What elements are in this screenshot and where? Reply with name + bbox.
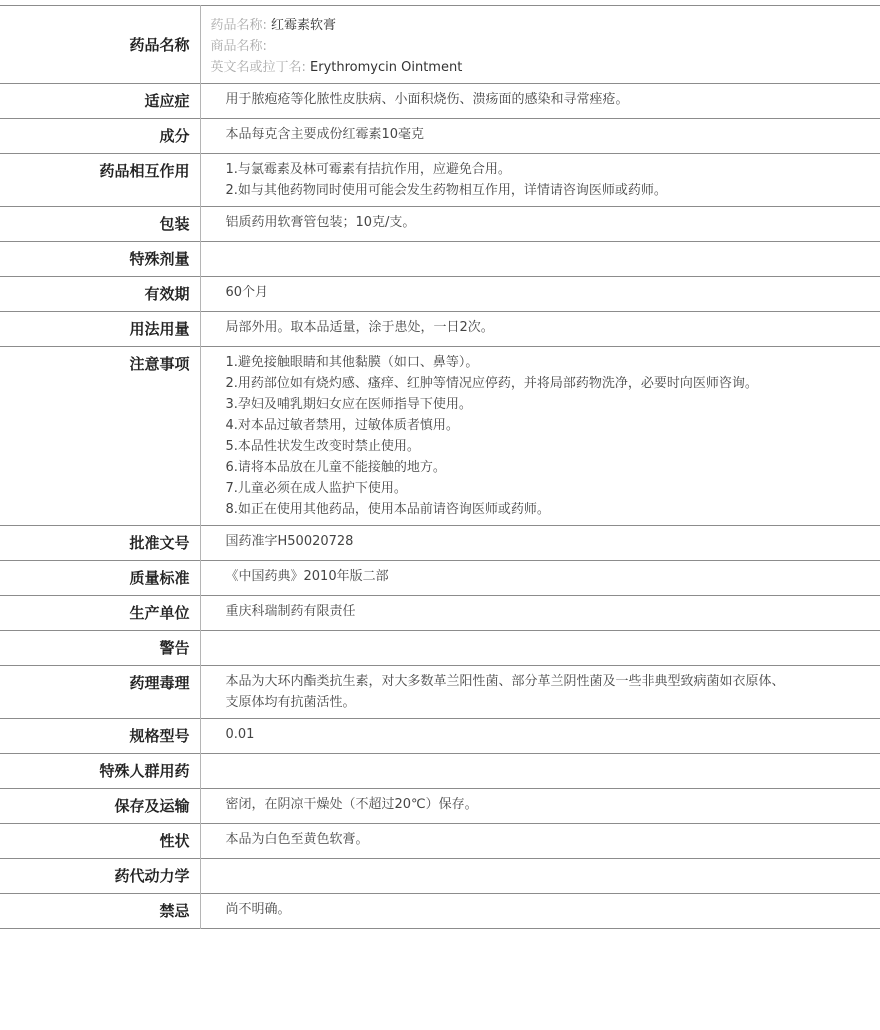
row-value	[200, 154, 880, 207]
table-row	[0, 754, 880, 789]
row-value	[200, 561, 880, 596]
value-line: 重庆科瑞制药有限责任	[225, 604, 356, 619]
value-line: 铝质药用软膏管包装；10克/支。	[225, 215, 416, 230]
row-value	[200, 207, 880, 242]
row-value	[200, 242, 880, 277]
table-row	[0, 631, 880, 666]
english-name-value: Erythromycin Ointment	[310, 60, 463, 75]
row-value	[200, 84, 880, 119]
value-line: 本品为白色至黄色软膏。	[225, 832, 369, 847]
row-label: 性状	[0, 824, 200, 859]
value-line: 2.如与其他药物同时使用可能会发生药物相互作用，详情请咨询医师或药师。	[225, 183, 667, 198]
value-line: 局部外用。取本品适量，涂于患处，一日2次。	[225, 320, 494, 335]
value-line: 60个月	[225, 285, 269, 300]
drug-name-key: 药品名称:	[210, 18, 267, 33]
row-label: 包装	[0, 207, 200, 242]
table-row	[0, 894, 880, 929]
table-row	[0, 526, 880, 561]
table-row	[0, 596, 880, 631]
row-label: 警告	[0, 631, 200, 666]
value-line: 3.孕妇及哺乳期妇女应在医师指导下使用。	[225, 397, 472, 412]
value-line: 4.对本品过敏者禁用，过敏体质者慎用。	[225, 418, 459, 433]
row-value	[200, 631, 880, 666]
value-line: 5.本品性状发生改变时禁止使用。	[225, 439, 420, 454]
row-label: 质量标准	[0, 561, 200, 596]
trade-name-key: 商品名称:	[210, 39, 267, 54]
row-label: 规格型号	[0, 719, 200, 754]
drug-name-line	[211, 15, 871, 36]
row-label: 保存及运输	[0, 789, 200, 824]
table-row-names	[0, 6, 880, 84]
value-line: 0.01	[225, 727, 255, 742]
row-label: 药代动力学	[0, 859, 200, 894]
table-row	[0, 312, 880, 347]
table-row	[0, 666, 880, 719]
row-value	[200, 312, 880, 347]
row-value	[200, 347, 880, 526]
value-line: 《中国药典》2010年版二部	[225, 569, 389, 584]
row-value	[200, 596, 880, 631]
row-label: 药理毒理	[0, 666, 200, 719]
row-label: 成分	[0, 119, 200, 154]
row-label: 有效期	[0, 277, 200, 312]
value-line: 密闭，在阴凉干燥处（不超过20℃）保存。	[225, 797, 478, 812]
value-line: 7.儿童必须在成人监护下使用。	[225, 481, 407, 496]
value-line: 6.请将本品放在儿童不能接触的地方。	[225, 460, 446, 475]
empty-value	[226, 636, 791, 657]
value-line: 1.避免接触眼睛和其他黏膜（如口、鼻等）。	[225, 355, 479, 370]
row-label: 药品相互作用	[0, 154, 200, 207]
table-row	[0, 154, 880, 207]
value-line: 本品为大环内酯类抗生素，对大多数革兰阳性菌、部分革兰阴性菌及一些非典型致病菌如衣原体、支原体均有抗菌活性。	[225, 674, 785, 710]
english-name-key: 英文名或拉丁名:	[210, 60, 306, 75]
row-label: 药品名称	[0, 6, 200, 84]
row-value	[200, 859, 880, 894]
row-label: 禁忌	[0, 894, 200, 929]
row-value	[200, 277, 880, 312]
value-line: 8.如正在使用其他药品，使用本品前请咨询医师或药师。	[225, 502, 550, 517]
value-line: 1.与氯霉素及林可霉素有拮抗作用，应避免合用。	[225, 162, 511, 177]
table-row	[0, 859, 880, 894]
table-row	[0, 789, 880, 824]
table-row	[0, 347, 880, 526]
empty-value	[226, 247, 791, 268]
row-label: 特殊剂量	[0, 242, 200, 277]
table-row	[0, 242, 880, 277]
row-value	[200, 119, 880, 154]
row-value	[200, 789, 880, 824]
names-cell	[200, 6, 880, 84]
empty-value	[226, 759, 791, 780]
row-label: 适应症	[0, 84, 200, 119]
row-value	[200, 754, 880, 789]
row-value	[200, 894, 880, 929]
row-value	[200, 824, 880, 859]
drug-name-value: 红霉素软膏	[271, 18, 337, 33]
table-row	[0, 207, 880, 242]
table-row	[0, 719, 880, 754]
table-row	[0, 119, 880, 154]
drug-spec-table	[0, 5, 880, 929]
value-line: 国药准字H50020728	[225, 534, 354, 549]
row-label: 注意事项	[0, 347, 200, 526]
empty-value	[226, 864, 791, 885]
row-value	[200, 666, 880, 719]
value-line: 本品每克含主要成份红霉素10毫克	[225, 127, 425, 142]
table-row	[0, 561, 880, 596]
value-line: 2.用药部位如有烧灼感、瘙痒、红肿等情况应停药，并将局部药物洗净，必要时向医师咨询。	[225, 376, 758, 391]
row-label: 用法用量	[0, 312, 200, 347]
row-value	[200, 526, 880, 561]
trade-name-line	[211, 36, 871, 57]
row-label: 批准文号	[0, 526, 200, 561]
value-line: 尚不明确。	[225, 902, 291, 917]
table-row	[0, 277, 880, 312]
english-name-line	[211, 57, 871, 78]
row-label: 特殊人群用药	[0, 754, 200, 789]
row-label: 生产单位	[0, 596, 200, 631]
value-line: 用于脓疱疮等化脓性皮肤病、小面积烧伤、溃疡面的感染和寻常痤疮。	[225, 92, 629, 107]
table-row	[0, 824, 880, 859]
table-row	[0, 84, 880, 119]
row-value	[200, 719, 880, 754]
